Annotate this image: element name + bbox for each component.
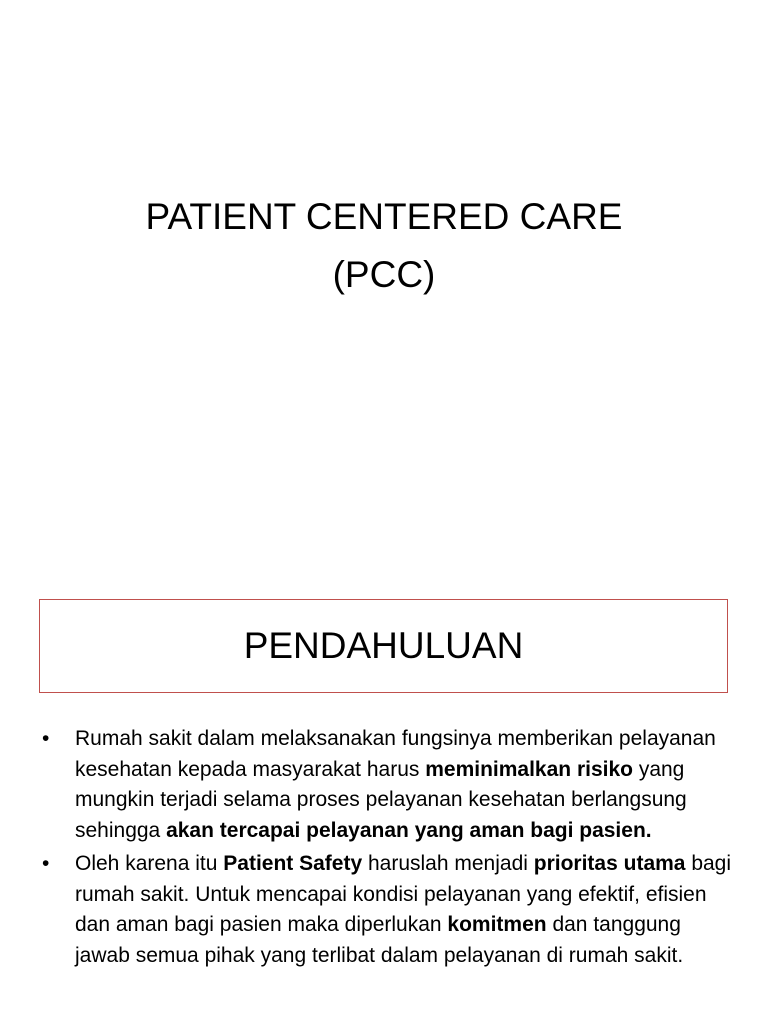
section-heading: PENDAHULUAN <box>243 625 524 666</box>
bullet-text-segment: haruslah menjadi <box>362 852 534 875</box>
slide-title-line-1: PATIENT CENTERED CARE <box>145 196 623 237</box>
bullet-text-segment: dan tanggung jawab semua pihak yang terlibat dalam pelayanan di rumah sakit. <box>75 913 684 967</box>
bullet-text-bold-segment: meminimalkan risiko <box>425 757 633 781</box>
bullet-text-bold-segment: komitmen <box>447 913 547 936</box>
bullet-text <box>75 849 732 971</box>
bullet-item <box>42 849 732 971</box>
bullet-text-bold-segment: akan tercapai pelayanan yang aman bagi pasien. <box>166 818 652 842</box>
bullet-text <box>75 724 732 846</box>
slide-title-line-2: (PCC) <box>332 254 436 295</box>
slide-introduction <box>0 576 768 1024</box>
bullet-text-segment: bagi rumah sakit. Untuk mencapai kondisi pelayanan yang efektif, efisien dan aman bagi pasien maka diperlukan <box>75 852 732 936</box>
bullet-item <box>42 724 732 846</box>
bullet-text-segment: Oleh karena itu <box>75 852 224 875</box>
bullet-marker: • <box>42 727 50 750</box>
bullet-text-bold-segment: prioritas utama <box>533 852 686 875</box>
bullet-text-bold-segment: Patient Safety <box>223 852 363 875</box>
bullet-text-segment: Rumah sakit dalam melaksanakan fungsinya memberikan pelayanan kesehatan kepada masyarakat harus <box>75 727 716 781</box>
bullet-marker: • <box>42 852 50 875</box>
section-heading-box <box>39 599 728 693</box>
slide-title <box>0 188 768 304</box>
bullet-list <box>42 724 732 974</box>
bullet-text-segment: yang mungkin terjadi selama proses pelayanan kesehatan berlangsung sehingga <box>75 757 687 842</box>
